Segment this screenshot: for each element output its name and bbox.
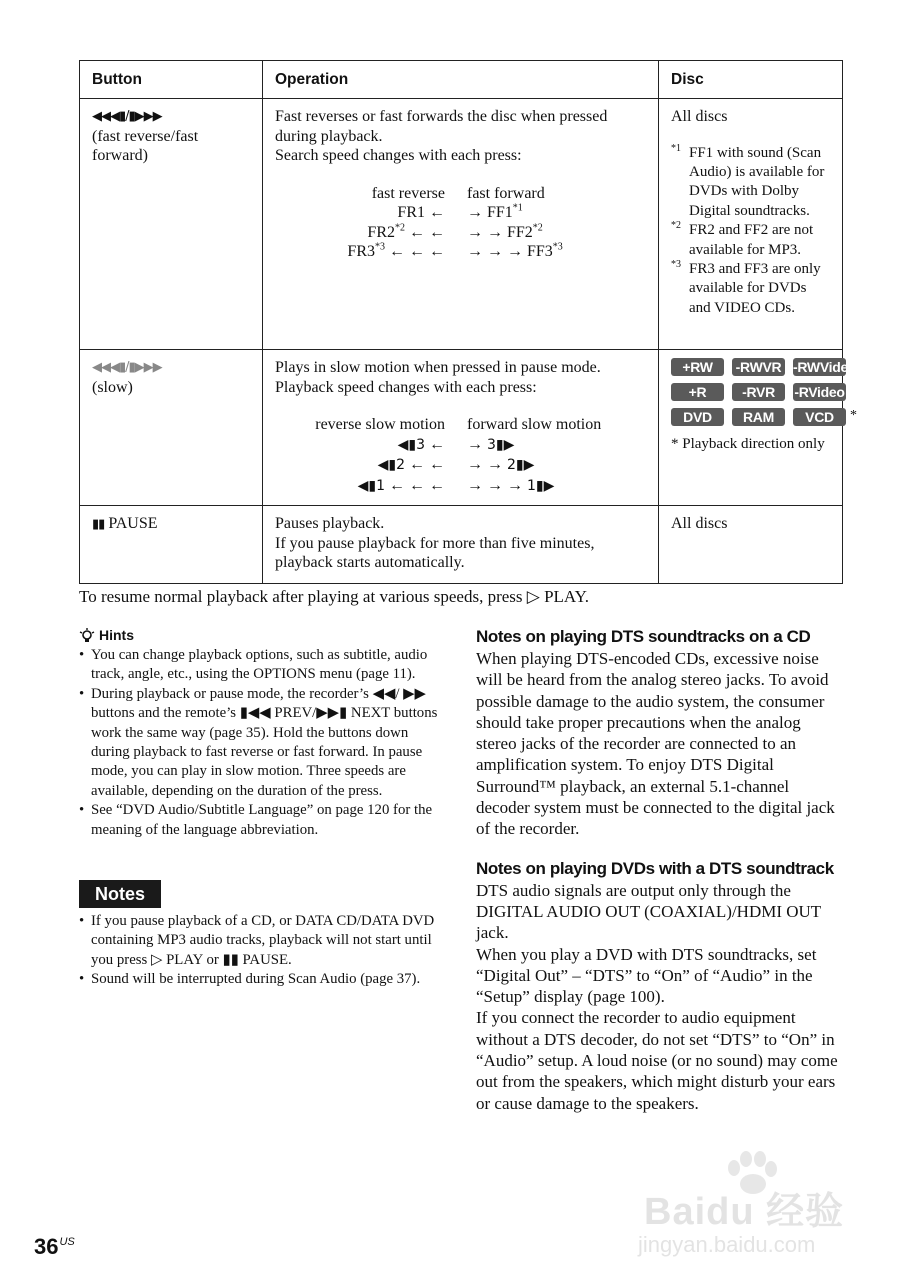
- disc-value: All discs: [671, 515, 728, 532]
- button-cell: [80, 350, 263, 506]
- hints-heading: Hints: [79, 626, 441, 646]
- operation-line: Playback speed changes with each press:: [275, 378, 537, 396]
- operation-line: Plays in slow motion when pressed in pause mode.: [275, 359, 601, 376]
- dts-cd-body: When playing DTS-encoded CDs, excessive noise will be heard from the analog stereo jacks. To avoid possible damage to the audio system, the consumer should take proper precautions when the analog stereo jacks of the recorder are connected to an amplification system. To enjoy DTS Digital Surround™ playback, an external 5.1-channel decoder system must be connected to the digital jack of the recorder.: [476, 649, 835, 839]
- badge-vcd: VCD: [793, 408, 846, 426]
- footnote: $^{*3}$ FR3 and FF3 are only available for DVDs and VIDEO CDs.: [671, 258, 821, 316]
- hints-section: [79, 626, 441, 840]
- dts-dvd-paragraph: If you connect the recorder to audio equipment without a DTS decoder, do not set “DTS” to “On” in “Audio” setup. A loud noise (or no sound) may come out from the speakers, which might disturb your ears or cause damage to the speakers.: [476, 1008, 838, 1113]
- disc-badges: [671, 358, 857, 426]
- disc-value: All discs: [671, 108, 728, 125]
- speed-header-left: fast reverse: [371, 184, 445, 202]
- speed-right: → → 2▮▶: [467, 456, 535, 473]
- speed-left: FR1 ←: [397, 204, 445, 221]
- resume-instruction: To resume normal playback after playing at various speeds, press ▷ PLAY.: [79, 587, 589, 606]
- operation-cell: [263, 350, 659, 506]
- speed-diagram: [275, 184, 646, 262]
- badge-ram: RAM: [732, 408, 785, 426]
- footnote: $^{*1}$ FF1 with sound (Scan Audio) is available for DVDs with Dolby Digital soundtracks.: [671, 142, 825, 219]
- badge-minus-rw-video: -RWVideo: [793, 359, 857, 375]
- dts-dvd-paragraph: DTS audio signals are output only through the DIGITAL AUDIO OUT (COAXIAL)/HDMI OUT jack.: [476, 880, 821, 943]
- hint-item: • You can change playback options, such as subtitle, audio track, angle, etc., using the OPTIONS menu (page 11).: [79, 646, 441, 685]
- button-label: PAUSE: [108, 515, 158, 532]
- dts-cd-heading: Notes on playing DTS soundtracks on a CD: [476, 627, 811, 646]
- button-label: (slow): [92, 378, 133, 396]
- speed-header-left: reverse slow motion: [315, 416, 445, 433]
- table-row: [80, 350, 843, 506]
- slow-speed-diagram: [275, 415, 646, 496]
- footnotes: [671, 144, 830, 319]
- badge-plus-rw: +RW: [671, 358, 724, 376]
- operation-line: Fast reverses or fast forwards the disc when pressed during playback.: [275, 108, 608, 145]
- fast-reverse-forward-icon: ◀◀◀▮/▮▶▶▶: [92, 109, 162, 124]
- playback-direction-note: * Playback direction only: [671, 436, 825, 452]
- speed-right: → 3▮▶: [467, 435, 515, 453]
- speed-right: → → → 1▮▶: [467, 476, 555, 494]
- table-header-row: [80, 61, 843, 99]
- badge-minus-rw-vr: -RWVR: [732, 358, 785, 376]
- page-number: $36^{US}$: [34, 1234, 75, 1259]
- speed-left: ◀▮1 ← ← ←: [357, 476, 445, 494]
- button-label: (fast reverse/fast forward): [92, 127, 199, 164]
- speed-left: ◀▮2 ← ←: [377, 456, 445, 473]
- operation-line: If you pause playback for more than five minutes, playback starts automatically.: [275, 534, 595, 571]
- badge-minus-r-vr: -RVR: [732, 383, 785, 401]
- badge-plus-r: +R: [671, 383, 724, 401]
- hint-item: • During playback or pause mode, the recorder’s ◀◀/ ▶▶ buttons and the remote’s ▮◀◀ PREV/▶▶▮ NEXT buttons work the same way (page 35). Hold the buttons down during playback to fast reverse or fast forward. In pause mode, you can play in slow motion. Three speeds are available, depending on the duration of the press.: [79, 685, 441, 801]
- pause-icon: ▮▮: [92, 517, 105, 532]
- speed-left: ◀▮3 ←: [397, 435, 445, 453]
- note-item: • If you pause playback of a CD, or DATA CD/DATA DVD containing MP3 audio tracks, playback will not start until you press ▷ PLAY or ▮▮ PAUSE.: [79, 912, 441, 970]
- dts-notes: [476, 626, 842, 1114]
- badge-asterisk: *: [850, 408, 857, 423]
- baidu-watermark: [638, 1152, 850, 1262]
- dts-dvd-heading: Notes on playing DVDs with a DTS soundtrack: [476, 858, 834, 878]
- operation-line: Search speed changes with each press:: [275, 147, 522, 164]
- dts-dvd-paragraph: When you play a DVD with DTS soundtracks, set “Digital Out” – “DTS” to “On” of “Audio” in the “Setup” display (page 100).: [476, 944, 817, 1007]
- notes-list: [79, 912, 441, 990]
- lightbulb-icon: [79, 628, 95, 644]
- header-button: Button: [80, 61, 263, 99]
- table-row: [80, 506, 843, 584]
- hint-item: • See “DVD Audio/Subtitle Language” on page 120 for the meaning of the language abbreviation.: [79, 801, 441, 840]
- disc-cell: [659, 350, 857, 506]
- header-operation: Operation: [263, 61, 659, 99]
- badge-minus-r-video: -RVideo: [794, 384, 845, 400]
- speed-right: → → FF2$^{*2}$: [467, 222, 543, 241]
- note-item: • Sound will be interrupted during Scan Audio (page 37).: [79, 970, 441, 989]
- operation-line: Pauses playback.: [275, 515, 385, 532]
- speed-header-right: forward slow motion: [467, 416, 602, 433]
- slow-motion-icon: ◀◀◀▮/▮▶▶▶: [92, 360, 162, 375]
- controls-table: [79, 60, 857, 584]
- notes-heading: Notes: [79, 880, 161, 908]
- button-cell: [80, 99, 263, 350]
- footnote: $^{*2}$ FR2 and FF2 are not available for MP3.: [671, 220, 814, 258]
- speed-left: FR2$^{*2}$ ← ←: [367, 222, 445, 241]
- watermark-logo-text: Baidu 经验: [644, 1191, 845, 1233]
- disc-cell: [659, 99, 843, 350]
- disc-cell: [659, 506, 843, 584]
- speed-header-right: fast forward: [467, 184, 545, 202]
- operation-cell: [263, 99, 659, 350]
- table-row: [80, 99, 843, 350]
- badge-dvd: DVD: [671, 408, 724, 426]
- speed-left: FR3$^{*3}$ ← ← ←: [347, 241, 445, 260]
- header-disc: Disc: [659, 61, 843, 99]
- watermark-url: jingyan.baidu.com: [638, 1232, 816, 1257]
- speed-right: → FF1$^{*1}$: [467, 202, 523, 221]
- speed-right: → → → FF3$^{*3}$: [467, 241, 563, 260]
- button-cell: [80, 506, 263, 584]
- operation-cell: [263, 506, 659, 584]
